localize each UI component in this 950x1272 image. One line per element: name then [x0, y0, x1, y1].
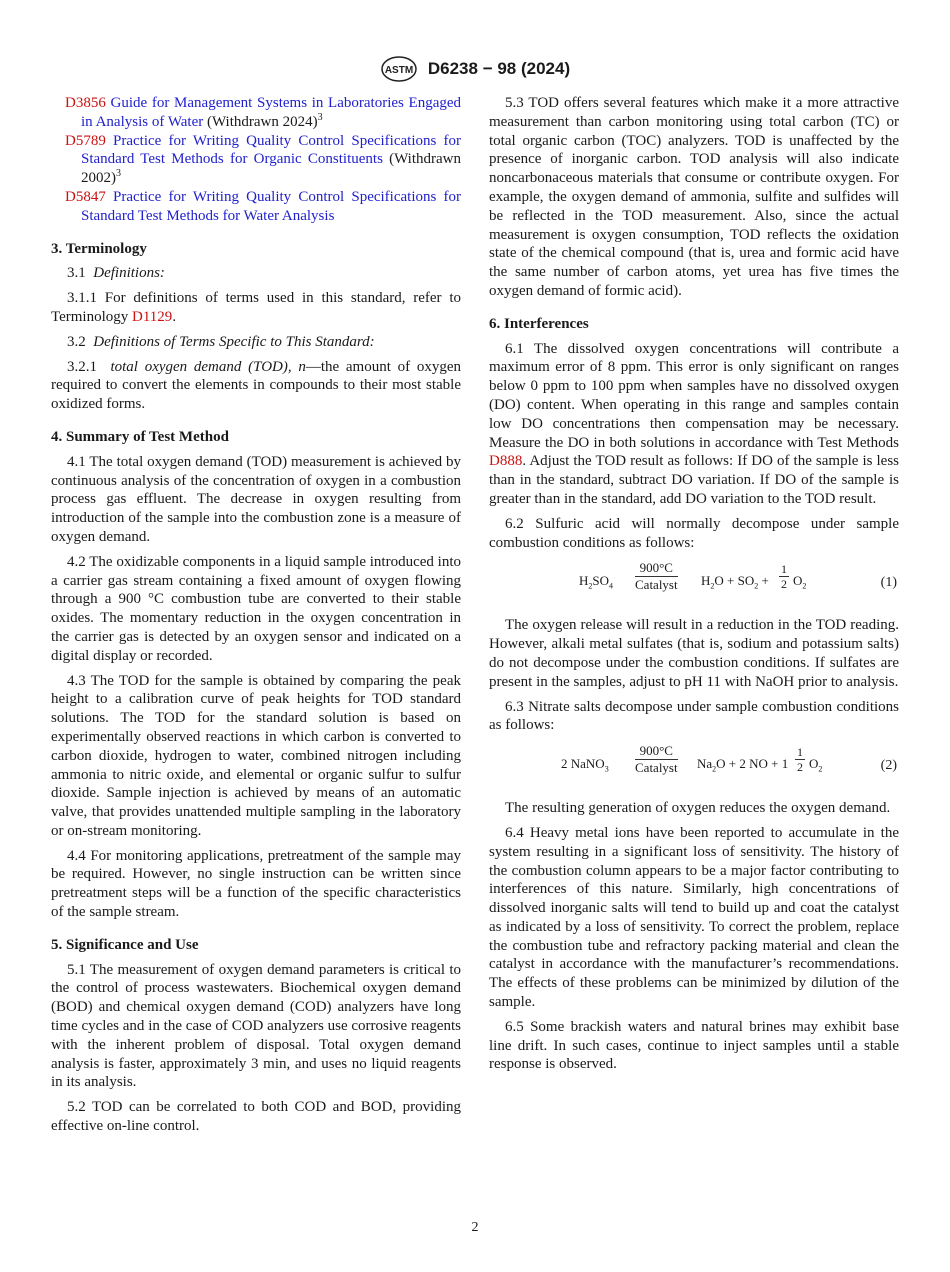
paragraph-4-1: 4.1 The total oxygen demand (TOD) measurement is achieved by continuous analysis of the concentration of oxygen in a combustion process gas effluent. The decrease in oxygen resulting from introduction of the sample into the combustion zone is a measure of oxygen demand. [51, 453, 461, 545]
eq2-oxygen: $O_2$ [809, 756, 823, 774]
left-column [51, 94, 461, 1142]
link-d888[interactable]: D888 [489, 453, 523, 470]
paragraph-4-4: 4.4 For monitoring applications, pretreatment of the sample may be required. However, no single instruction can be written since pretreatment steps will be a function of the specific characteristics of the sample stream. [51, 847, 461, 921]
ref-footnote: 3 [317, 111, 323, 123]
paragraph-6-3: 6.3 Nitrate salts decompose under sample combustion conditions as follows: [489, 698, 899, 734]
paragraph-3-1: 3.1 Definitions: [67, 265, 165, 282]
ref-footnote: 3 [116, 168, 121, 180]
reference-d3856 [51, 94, 461, 132]
ref-title[interactable]: Guide for Management Systems in Laboratories Engaged in Analysis of Water [81, 95, 462, 130]
ref-note: (Withdrawn 2024) [207, 113, 318, 130]
ref-code[interactable]: D5789 [65, 132, 106, 149]
right-column [489, 94, 899, 1080]
paragraph-6-5: 6.5 Some brackish waters and natural brines may exhibit base line drift. In such cases, continue to inject samples until a stable response is observed. [489, 1018, 899, 1073]
eq2-condition: 900°C Catalyst [635, 743, 678, 776]
astm-logo-icon [380, 56, 418, 82]
paragraph-6-2-continued: The oxygen release will result in a reduction in the TOD reading. However, alkali metal sulfates (that is, sodium and potassium salts) do not decompose under the combustion conditions. If sulfates are present in the samples, adjust to pH 11 with NaOH prior to analysis. [489, 617, 899, 690]
svg-text:ASTM: ASTM [384, 65, 414, 76]
eq2-lhs: 2 NaNO$_3$ [561, 756, 609, 774]
paragraph-5-1: 5.1 The measurement of oxygen demand parameters is critical to the control of process wastewaters. Biochemical oxygen demand (BOD) and chemical oxygen demand (COD) analyzers have long time cycles and in the case of COD analyzers use corrosive reagents with the inherent problem of disposal. Total oxygen demand analysis is faster, approximately 3 min, and uses no liquid reagents in its analysis. [51, 961, 461, 1091]
eq1-half: $\frac{1}{2}$ [781, 562, 787, 592]
link-d1129[interactable]: D1129 [132, 308, 173, 325]
paragraph-6-2: 6.2 Sulfuric acid will normally decompose under sample combustion conditions as follows: [489, 515, 899, 551]
paragraph-5-2: 5.2 TOD can be correlated to both COD and BOD, providing effective on-line control. [51, 1099, 461, 1135]
paragraph-6-4: 6.4 Heavy metal ions have been reported to accumulate in the system resulting in a significant loss of sensitivity. The history of the combustion column appears to be a major factor contributing to interferences of this nature. Similarly, high concentrations of dissolved inorganic salts will tend to build up and coat the catalyst as indicated by a loss of sensitivity. To correct the problem, replace the combustion tube and refractory packing material and clean the catalyst in accordance with the manufacturer’s recommendations. The effects of these problems can be minimized by dilution of the sample. [489, 824, 899, 1011]
paragraph-3-2-1: 3.2.1 total oxygen demand (TOD), n—the amount of oxygen required to convert the elements in compounds to their most stable oxidized forms. [51, 358, 461, 413]
designation: D6238 − 98 (2024) [427, 59, 571, 78]
section-heading-significance: 5. Significance and Use [51, 936, 199, 953]
eq1-oxygen: $O_2$ [793, 573, 807, 591]
paragraph-4-3: 4.3 The TOD for the sample is obtained by comparing the peak height to a calibration curve of peak heights for TOD standard solutions. The TOD for the standard solution is based on experimentally observed reactions in which carbon is converted to carbon dioxide, hydrogen to water, combined nitrogen including ammonia to nitric oxide, and elemental or organic sulfur to sulfur dioxide. Sample injection is achieved by means of an automatic valve, that provides unattended multiple sampling in the laboratory or on-stream monitoring. [51, 672, 461, 839]
equation-1 [489, 560, 899, 606]
eq1-lhs: $H_2SO_4$ [579, 573, 614, 591]
ref-code[interactable]: D5847 [65, 188, 106, 205]
ref-title[interactable]: Practice for Writing Quality Control Specifications for Standard Test Methods for Water Analysis [81, 188, 462, 224]
eq2-rhs: $Na_2O + 2$ NO + 1 [697, 756, 789, 774]
ref-code[interactable]: D3856 [65, 95, 106, 111]
ref-note: (Withdrawn 2002) [81, 151, 461, 187]
section-heading-summary: 4. Summary of Test Method [51, 428, 229, 445]
section-heading-interferences: 6. Interferences [489, 315, 589, 332]
eq1-number: (1) [880, 575, 897, 591]
ref-title[interactable]: Practice for Writing Quality Control Specifications for Standard Test Methods for Organic Constituents [81, 132, 462, 168]
equation-2 [489, 743, 899, 789]
paragraph-6-1: 6.1 The dissolved oxygen concentrations will contribute a maximum error of 8 ppm. This error is only significant on ranges below 0 ppm to 100 ppm when samples have no dissolved oxygen (DO) content. When operating in this range and samples contain low DO concentrations then compensation may be necessary. Measure the DO in both solutions in accordance with Test Methods D888. Adjust the TOD result as follows: If DO of the sample is less than in the standard, subtract DO variation. If DO of the sample is greater than in the standard, add DO variation to the TOD result. [489, 340, 899, 507]
paragraph-5-3: 5.3 TOD offers several features which make it a more attractive measurement than carbon monitoring using total carbon (TC) or total organic carbon (TOC) analyzers. TOD is unaffected by the presence of inorganic carbon. TOD analysis will also indicate noncarbonaceous materials that consume or contribute oxygen. For example, the oxygen demand of ammonia, sulfite and sulfides will be reflected in the TOD measurement. Also, since the actual measurement is oxygen consumption, TOD reflects the oxidation state of the chemical compound (that is, urea and formic acid have the same number of carbon atoms, yet urea has five times the oxygen demand of formic acid). [489, 95, 899, 299]
eq2-half: $\frac{1}{2}$ [797, 745, 803, 775]
paragraph-3-2: 3.2 Definitions of Terms Specific to This Standard: [67, 333, 375, 350]
section-heading-terminology: 3. Terminology [51, 240, 147, 257]
reference-d5789 [51, 132, 461, 188]
paragraph-6-3-continued: The resulting generation of oxygen reduces the oxygen demand. [505, 800, 891, 817]
reference-d5847 [51, 188, 461, 226]
page-number: 2 [471, 1220, 479, 1235]
eq1-rhs: $H_2O + SO_2$ + [701, 573, 769, 591]
eq2-number: (2) [880, 758, 897, 774]
eq1-condition: 900°C Catalyst [635, 560, 678, 593]
paragraph-4-2: 4.2 The oxidizable components in a liquid sample introduced into a carrier gas stream containing a fixed amount of oxygen flowing through a 900 °C combustion tube are converted to their stable oxides. The momentary reduction in the oxygen concentration in the carrier gas is detected by an oxygen sensor and indicated on a digital display or recorded. [51, 553, 461, 664]
page-header [0, 56, 950, 82]
paragraph-3-1-1: 3.1.1 For definitions of terms used in this standard, refer to Terminology D1129. [51, 290, 461, 325]
